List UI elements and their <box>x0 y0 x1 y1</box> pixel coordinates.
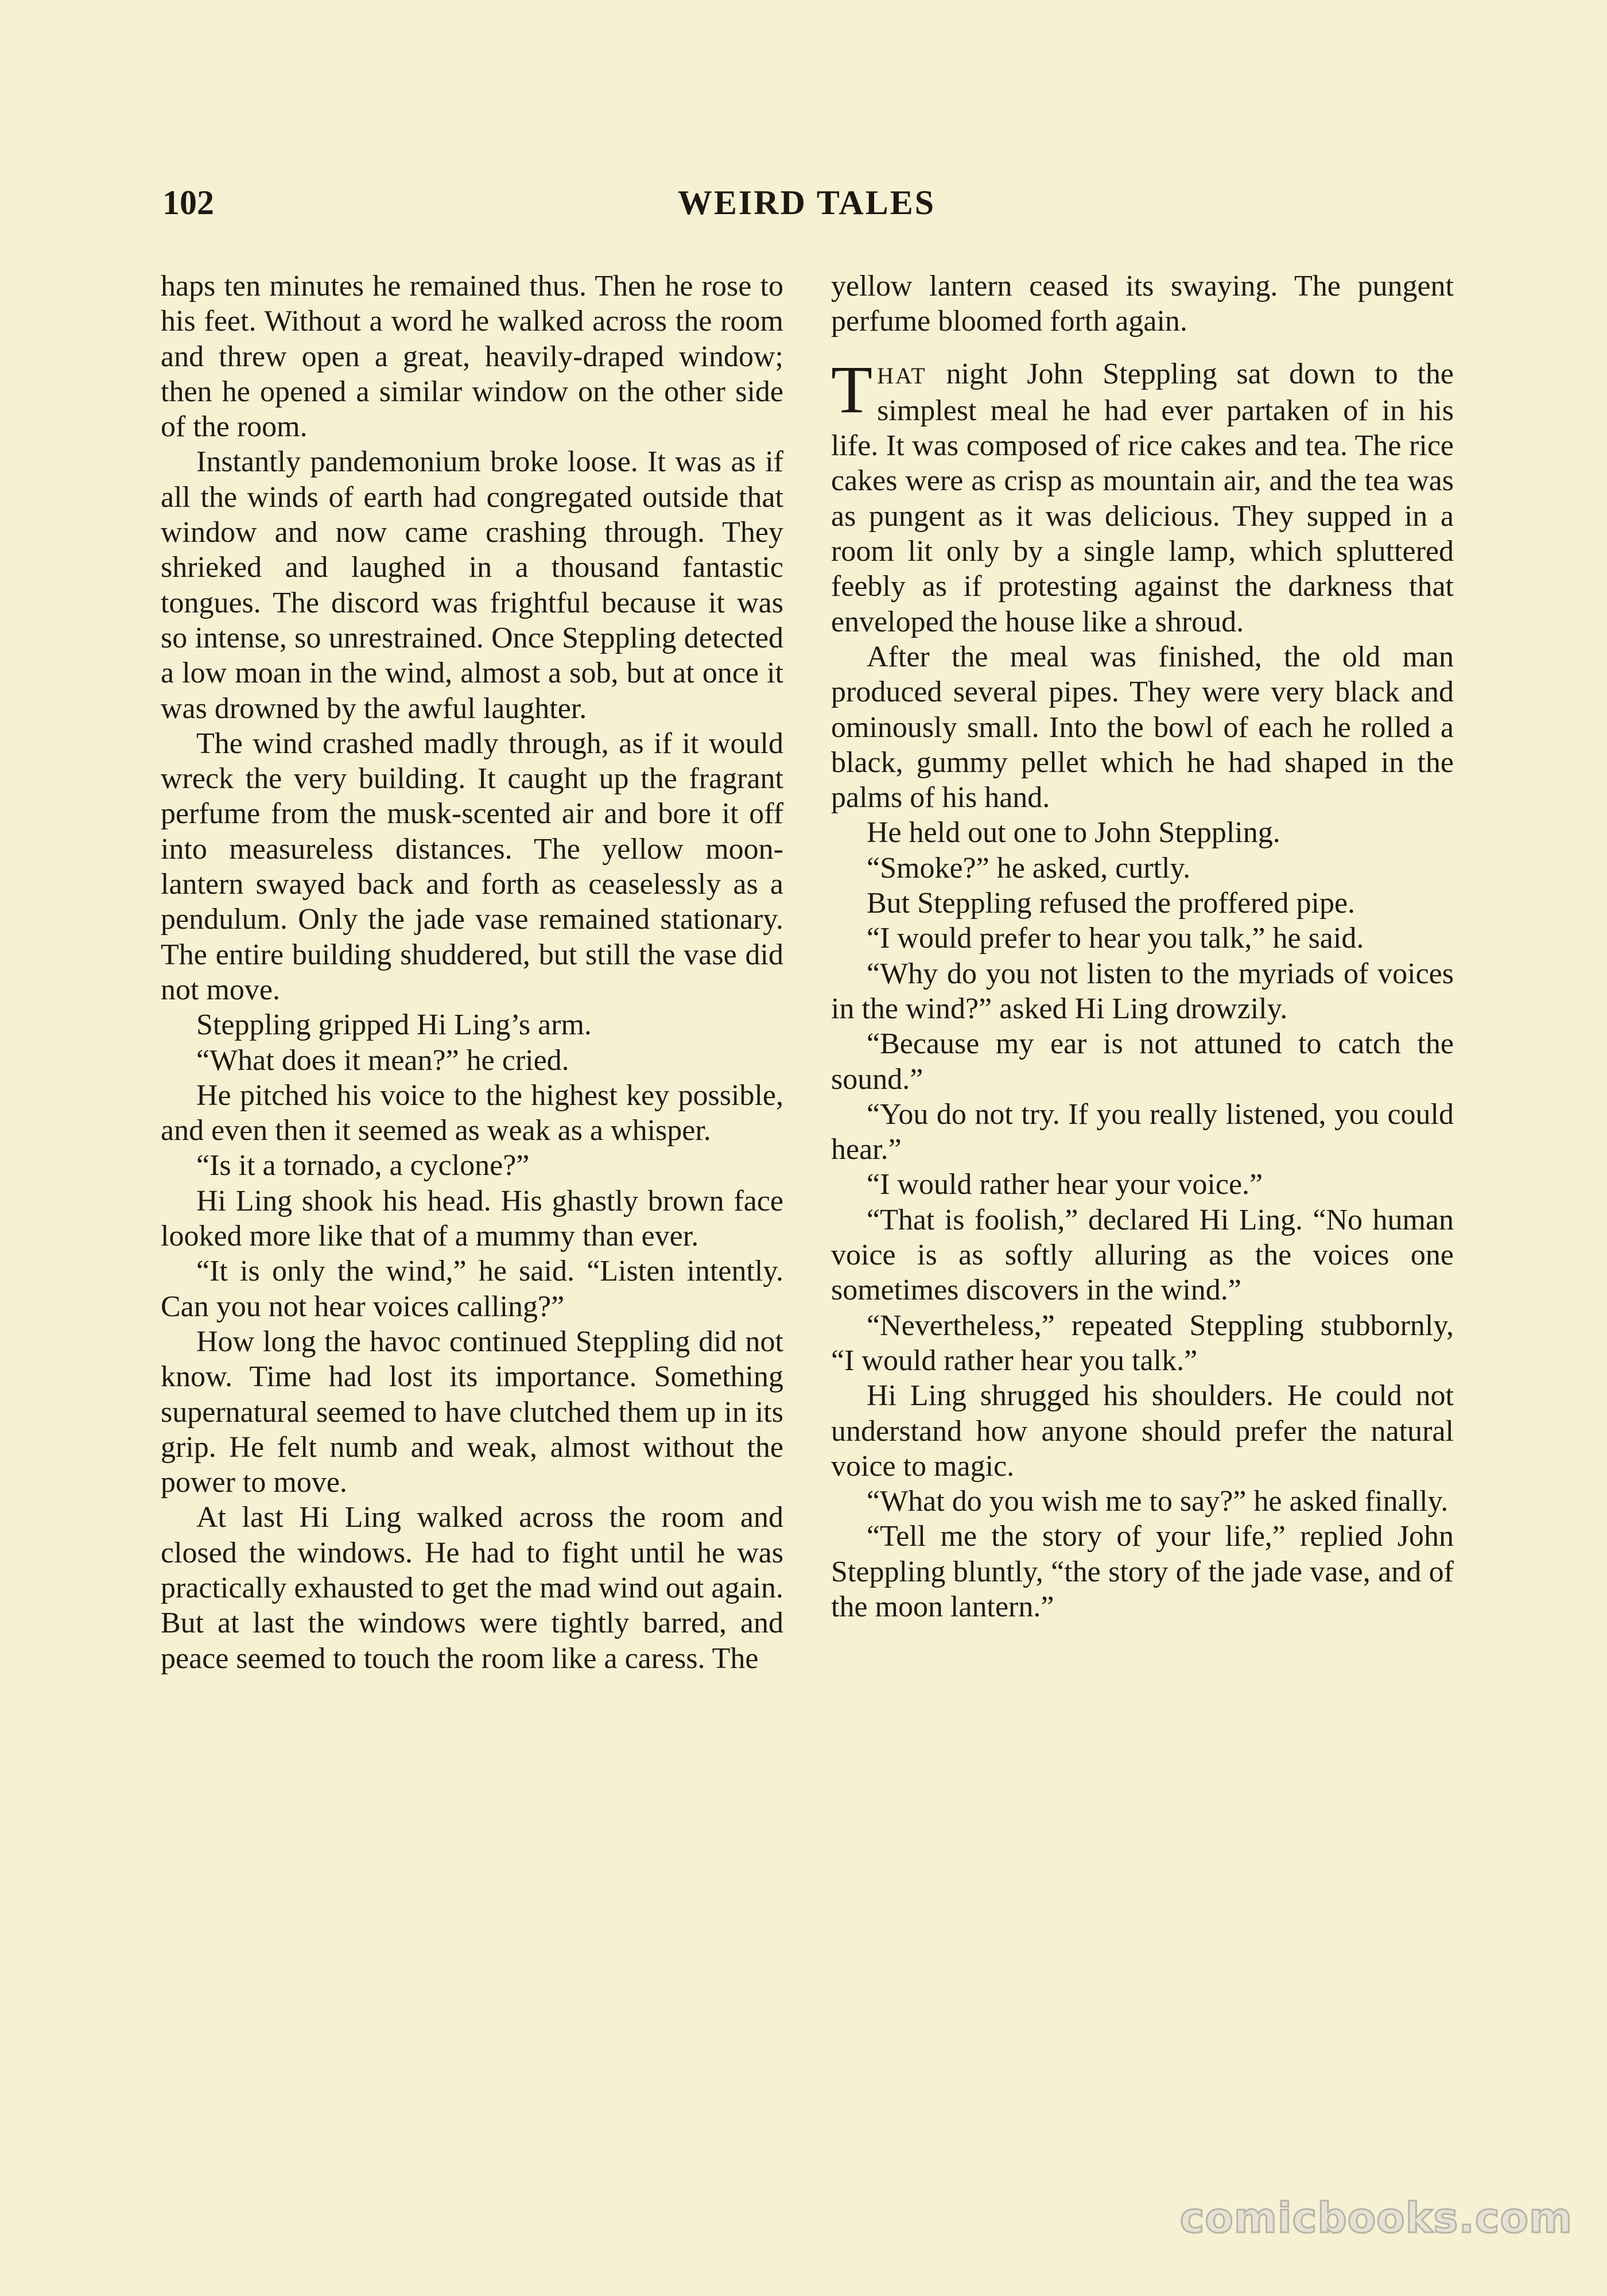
paragraph: “You do not try. If you really listened, you could hear.” <box>831 1097 1454 1166</box>
paragraph: But Steppling refused the proffered pipe. <box>867 887 1356 920</box>
section-text: night John Steppling sat down to the simplest meal he had ever partaken of in his life. It was composed of rice cakes and tea. The rice cakes were as crisp as mountain air, and the tea was as pungent as it was delicious. They supped in a room lit only by a single lamp, which spluttered feebly as if protesting against the darkness that enveloped the house like a shroud. <box>831 357 1454 638</box>
paragraph: “Because my ear is not attuned to catch the sound.” <box>831 1027 1454 1096</box>
paragraph: Hi Ling shook his head. His ghastly brown face looked more like that of a mummy than ever. <box>161 1184 783 1253</box>
paragraph: “Is it a tornado, a cyclone?” <box>196 1149 530 1182</box>
paragraph: “Why do you not listen to the myriads of voices in the wind?” asked Hi Ling drowzily. <box>831 957 1454 1025</box>
paragraph: How long the havoc continued Steppling did not know. Time had lost its importance. Something supernatural seemed to have clutched them up in its grip. He felt numb and weak, almost without the power to move. <box>161 1325 783 1499</box>
paragraph: yellow lantern ceased its swaying. The pungent perfume bloomed forth again. <box>831 270 1454 338</box>
paragraph: “Tell me the story of your life,” replied John Steppling bluntly, “the story of the jade vase, and of the moon lantern.” <box>831 1520 1454 1623</box>
right-column <box>831 269 1454 1624</box>
paragraph: He held out one to John Steppling. <box>867 816 1280 850</box>
paragraph: “That is foolish,” declared Hi Ling. “No human voice is as softly alluring as the voices one sometimes discovers in the wind.” <box>831 1203 1454 1307</box>
paragraph: Hi Ling shrugged his shoulders. He could not understand how anyone should prefer the natural voice to magic. <box>831 1379 1454 1483</box>
paragraph: Instantly pandemonium broke loose. It was as if all the winds of earth had congregated outside that window and now came crashing through. They shrieked and laughed in a thousand fantastic tongues. The discord was frightful because it was so intense, so unrestrained. Once Steppling detected a low moan in the wind, almost a sob, but at once it was drowned by the awful laughter. <box>161 445 783 725</box>
section-opening-paragraph <box>831 351 1454 639</box>
paragraph: “What does it mean?” he cried. <box>196 1044 569 1077</box>
running-title: WEIRD TALES <box>677 184 936 222</box>
left-column <box>161 269 783 1676</box>
paragraph: After the meal was finished, the old man produced several pipes. They were very black and ominously small. Into the bowl of each he rolled a black, gummy pellet which he had shaped in the palms of his hand. <box>831 640 1454 815</box>
small-caps-lead: HAT <box>877 362 927 389</box>
paragraph: The wind crashed madly through, as if it would wreck the very building. It caught up the fragrant perfume from the musk-scented air and bore it off into measureless distances. The yellow moon-lantern swayed back and forth as ceaselessly as a pendulum. Only the jade vase remained stationary. The entire building shuddered, but still the vase did not move. <box>161 727 783 1006</box>
paragraph: “I would rather hear your voice.” <box>867 1168 1263 1201</box>
paragraph: Steppling gripped Hi Ling’s arm. <box>196 1009 592 1042</box>
paragraph: “I would prefer to hear you talk,” he said. <box>867 922 1364 955</box>
paragraph: At last Hi Ling walked across the room and closed the windows. He had to fight until he was practically exhausted to get the mad wind out again. But at last the windows were tightly barred, and peace seemed to touch the room like a caress. The <box>161 1501 783 1675</box>
paragraph: haps ten minutes he remained thus. Then he rose to his feet. Without a word he walked across the room and threw open a great, heavily-draped window; then he opened a similar window on the other side of the room. <box>161 270 783 444</box>
drop-cap: T <box>831 351 873 427</box>
paragraph: “Nevertheless,” repeated Steppling stubbornly, “I would rather hear you talk.” <box>831 1309 1454 1377</box>
paragraph: “Smoke?” he asked, curtly. <box>867 851 1191 885</box>
paragraph: “What do you wish me to say?” he asked finally. <box>867 1485 1449 1518</box>
paragraph: He pitched his voice to the highest key possible, and even then it seemed as weak as a whisper. <box>161 1079 783 1147</box>
watermark: comicbooks.com <box>1179 2194 1573 2242</box>
page-number: 102 <box>162 184 214 222</box>
page-header <box>162 183 1451 223</box>
paragraph: “It is only the wind,” he said. “Listen intently. Can you not hear voices calling?” <box>161 1255 783 1323</box>
